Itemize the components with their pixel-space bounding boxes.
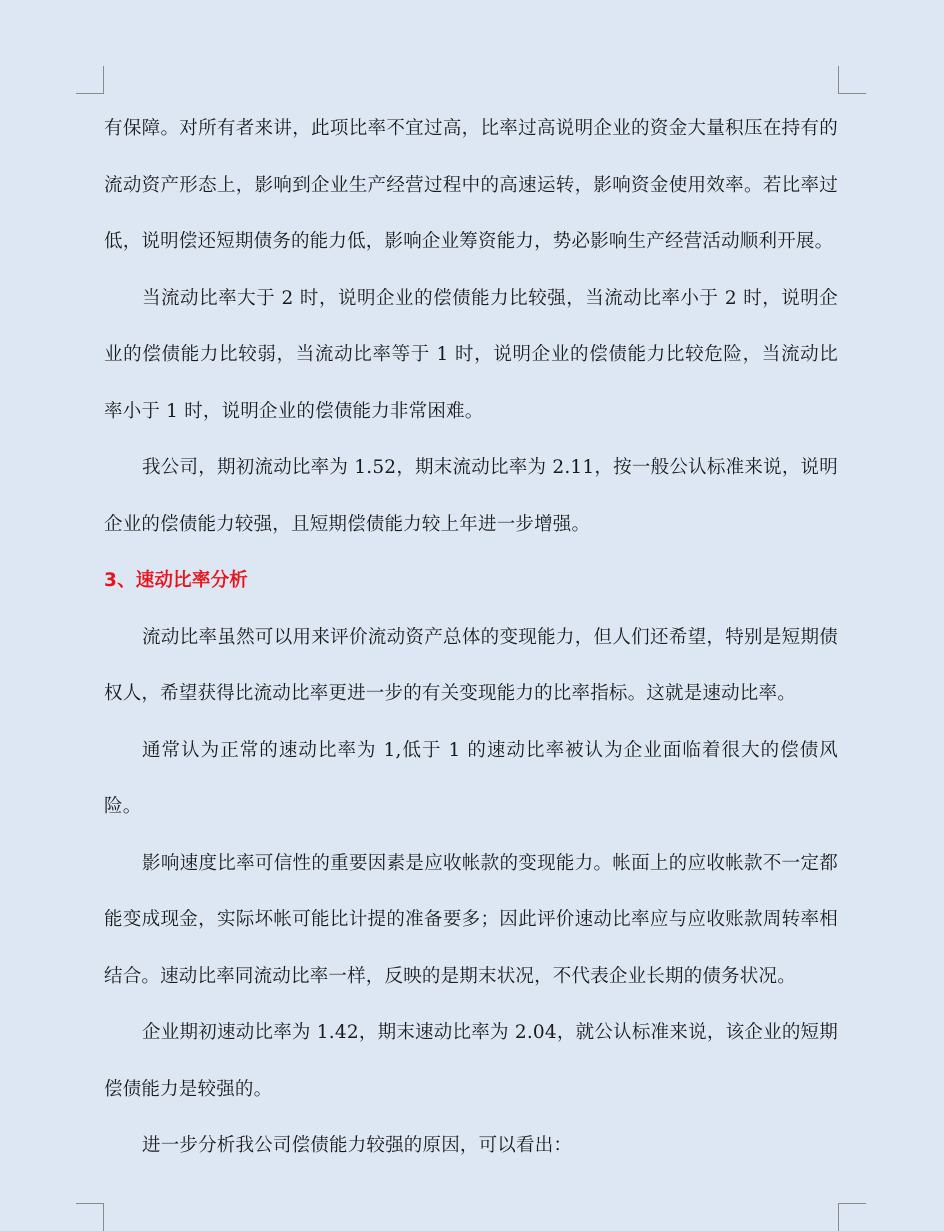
- crop-mark-bottom-right: [838, 1203, 866, 1231]
- crop-mark-bottom-left: [76, 1203, 104, 1231]
- paragraph: 企业期初速动比率为 1.42，期末速动比率为 2.04，就公认标准来说，该企业的短期偿债能力是较强的。: [104, 1022, 838, 1100]
- document-body[interactable]: [104, 101, 838, 1175]
- paragraph: 流动比率虽然可以用来评价流动资产总体的变现能力，但人们还希望，特别是短期债权人，希望获得比流动比率更进一步的有关变现能力的比率指标。这就是速动比率。: [104, 626, 838, 704]
- crop-mark-top-right: [838, 66, 866, 94]
- crop-mark-top-left: [76, 66, 104, 94]
- paragraph: 进一步分析我公司偿债能力较强的原因，可以看出：: [142, 1135, 573, 1156]
- paragraph: 当流动比率大于 2 时，说明企业的偿债能力比较强，当流动比率小于 2 时，说明企业的偿债能力比较弱，当流动比率等于 1 时，说明企业的偿债能力比较危险，当流动比率小于 1 时，说明企业的偿债能力非常困难。: [104, 287, 838, 422]
- paragraph: 影响速度比率可信性的重要因素是应收帐款的变现能力。帐面上的应收帐款不一定都能变成现金，实际坏帐可能比计提的准备要多；因此评价速动比率应与应收账款周转率相结合。速动比率同流动比率一样，反映的是期末状况，不代表企业长期的债务状况。: [104, 852, 838, 987]
- section-heading: 3、速动比率分析: [104, 570, 248, 591]
- paragraph: 有保障。对所有者来讲，此项比率不宜过高，比率过高说明企业的资金大量积压在持有的流动资产形态上，影响到企业生产经营过程中的高速运转，影响资金使用效率。若比率过低，说明偿还短期债务的能力低，影响企业筹资能力，势必影响生产经营活动顺利开展。: [104, 118, 838, 252]
- paragraph: 通常认为正常的速动比率为 1,低于 1 的速动比率被认为企业面临着很大的偿债风险。: [104, 739, 838, 817]
- paragraph: 我公司，期初流动比率为 1.52，期末流动比率为 2.11，按一般公认标准来说，说明企业的偿债能力较强，且短期偿债能力较上年进一步增强。: [104, 457, 838, 535]
